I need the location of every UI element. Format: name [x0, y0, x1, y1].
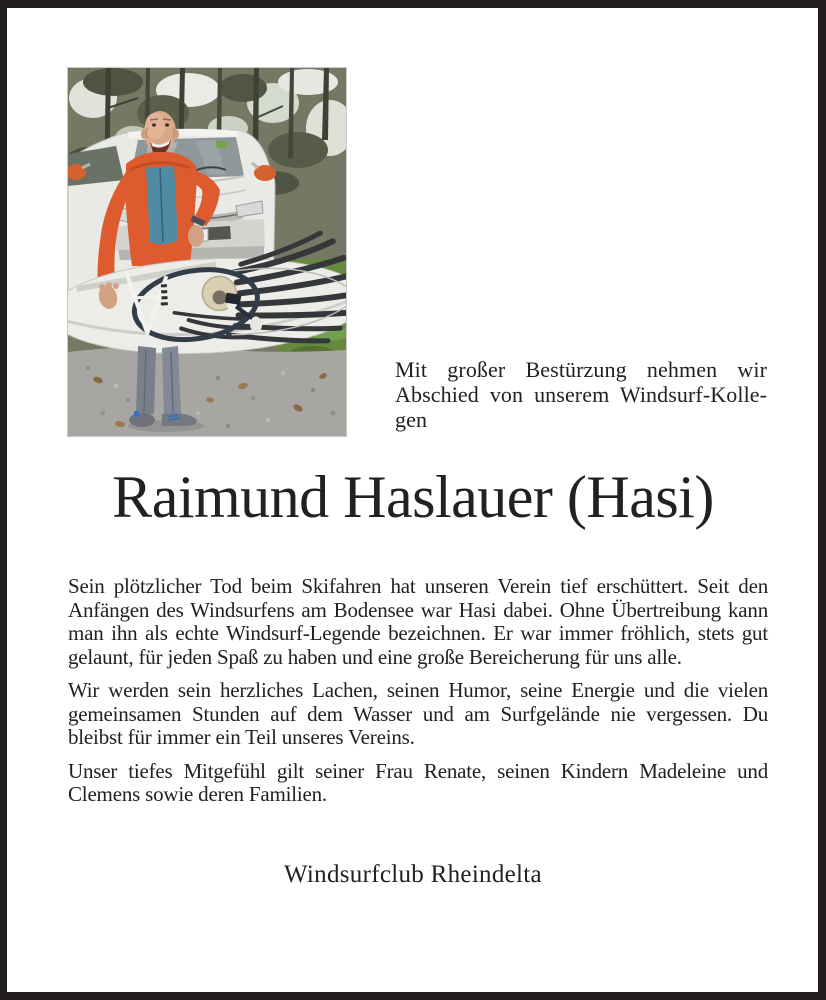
- intro-text: Mit großer Bestürzung nehmen wir Abschied von unserem Windsurf-Kollegen: [395, 357, 767, 432]
- deceased-name-headline: Raimund Haslauer (Hasi): [112, 464, 714, 530]
- obituary-paragraph: Sein plötzlicher Tod beim Skifahren hat unseren Verein tief erschüttert. Seit den Anfängen des Windsurfens am Bodensee war Hasi dabei. Ohne Übertreibung kann man ihn als echte Windsurf-Legende bezeichnen. Er war immer fröhlich, stets gut gelaunt, für jeden Spaß zu haben und eine große Bereicherung für uns alle.: [68, 574, 768, 669]
- obituary-body: [68, 575, 768, 817]
- club-signature: Windsurfclub Rheindelta: [284, 861, 542, 888]
- photo-gravel-ground: [68, 347, 346, 436]
- obituary-paragraph: Wir werden sein herzliches Lachen, seinen Humor, seine Energie und die vielen gemeinsamen Stunden auf dem Wasser und am Surfgelände nie vergessen. Du bleibst für immer ein Teil unseres Vereins.: [68, 678, 768, 749]
- memorial-photo: [67, 67, 347, 437]
- obituary-paragraph: Unser tiefes Mitgefühl gilt seiner Frau Renate, seinen Kindern Madeleine und Clemens sowie deren Familien.: [68, 758, 768, 806]
